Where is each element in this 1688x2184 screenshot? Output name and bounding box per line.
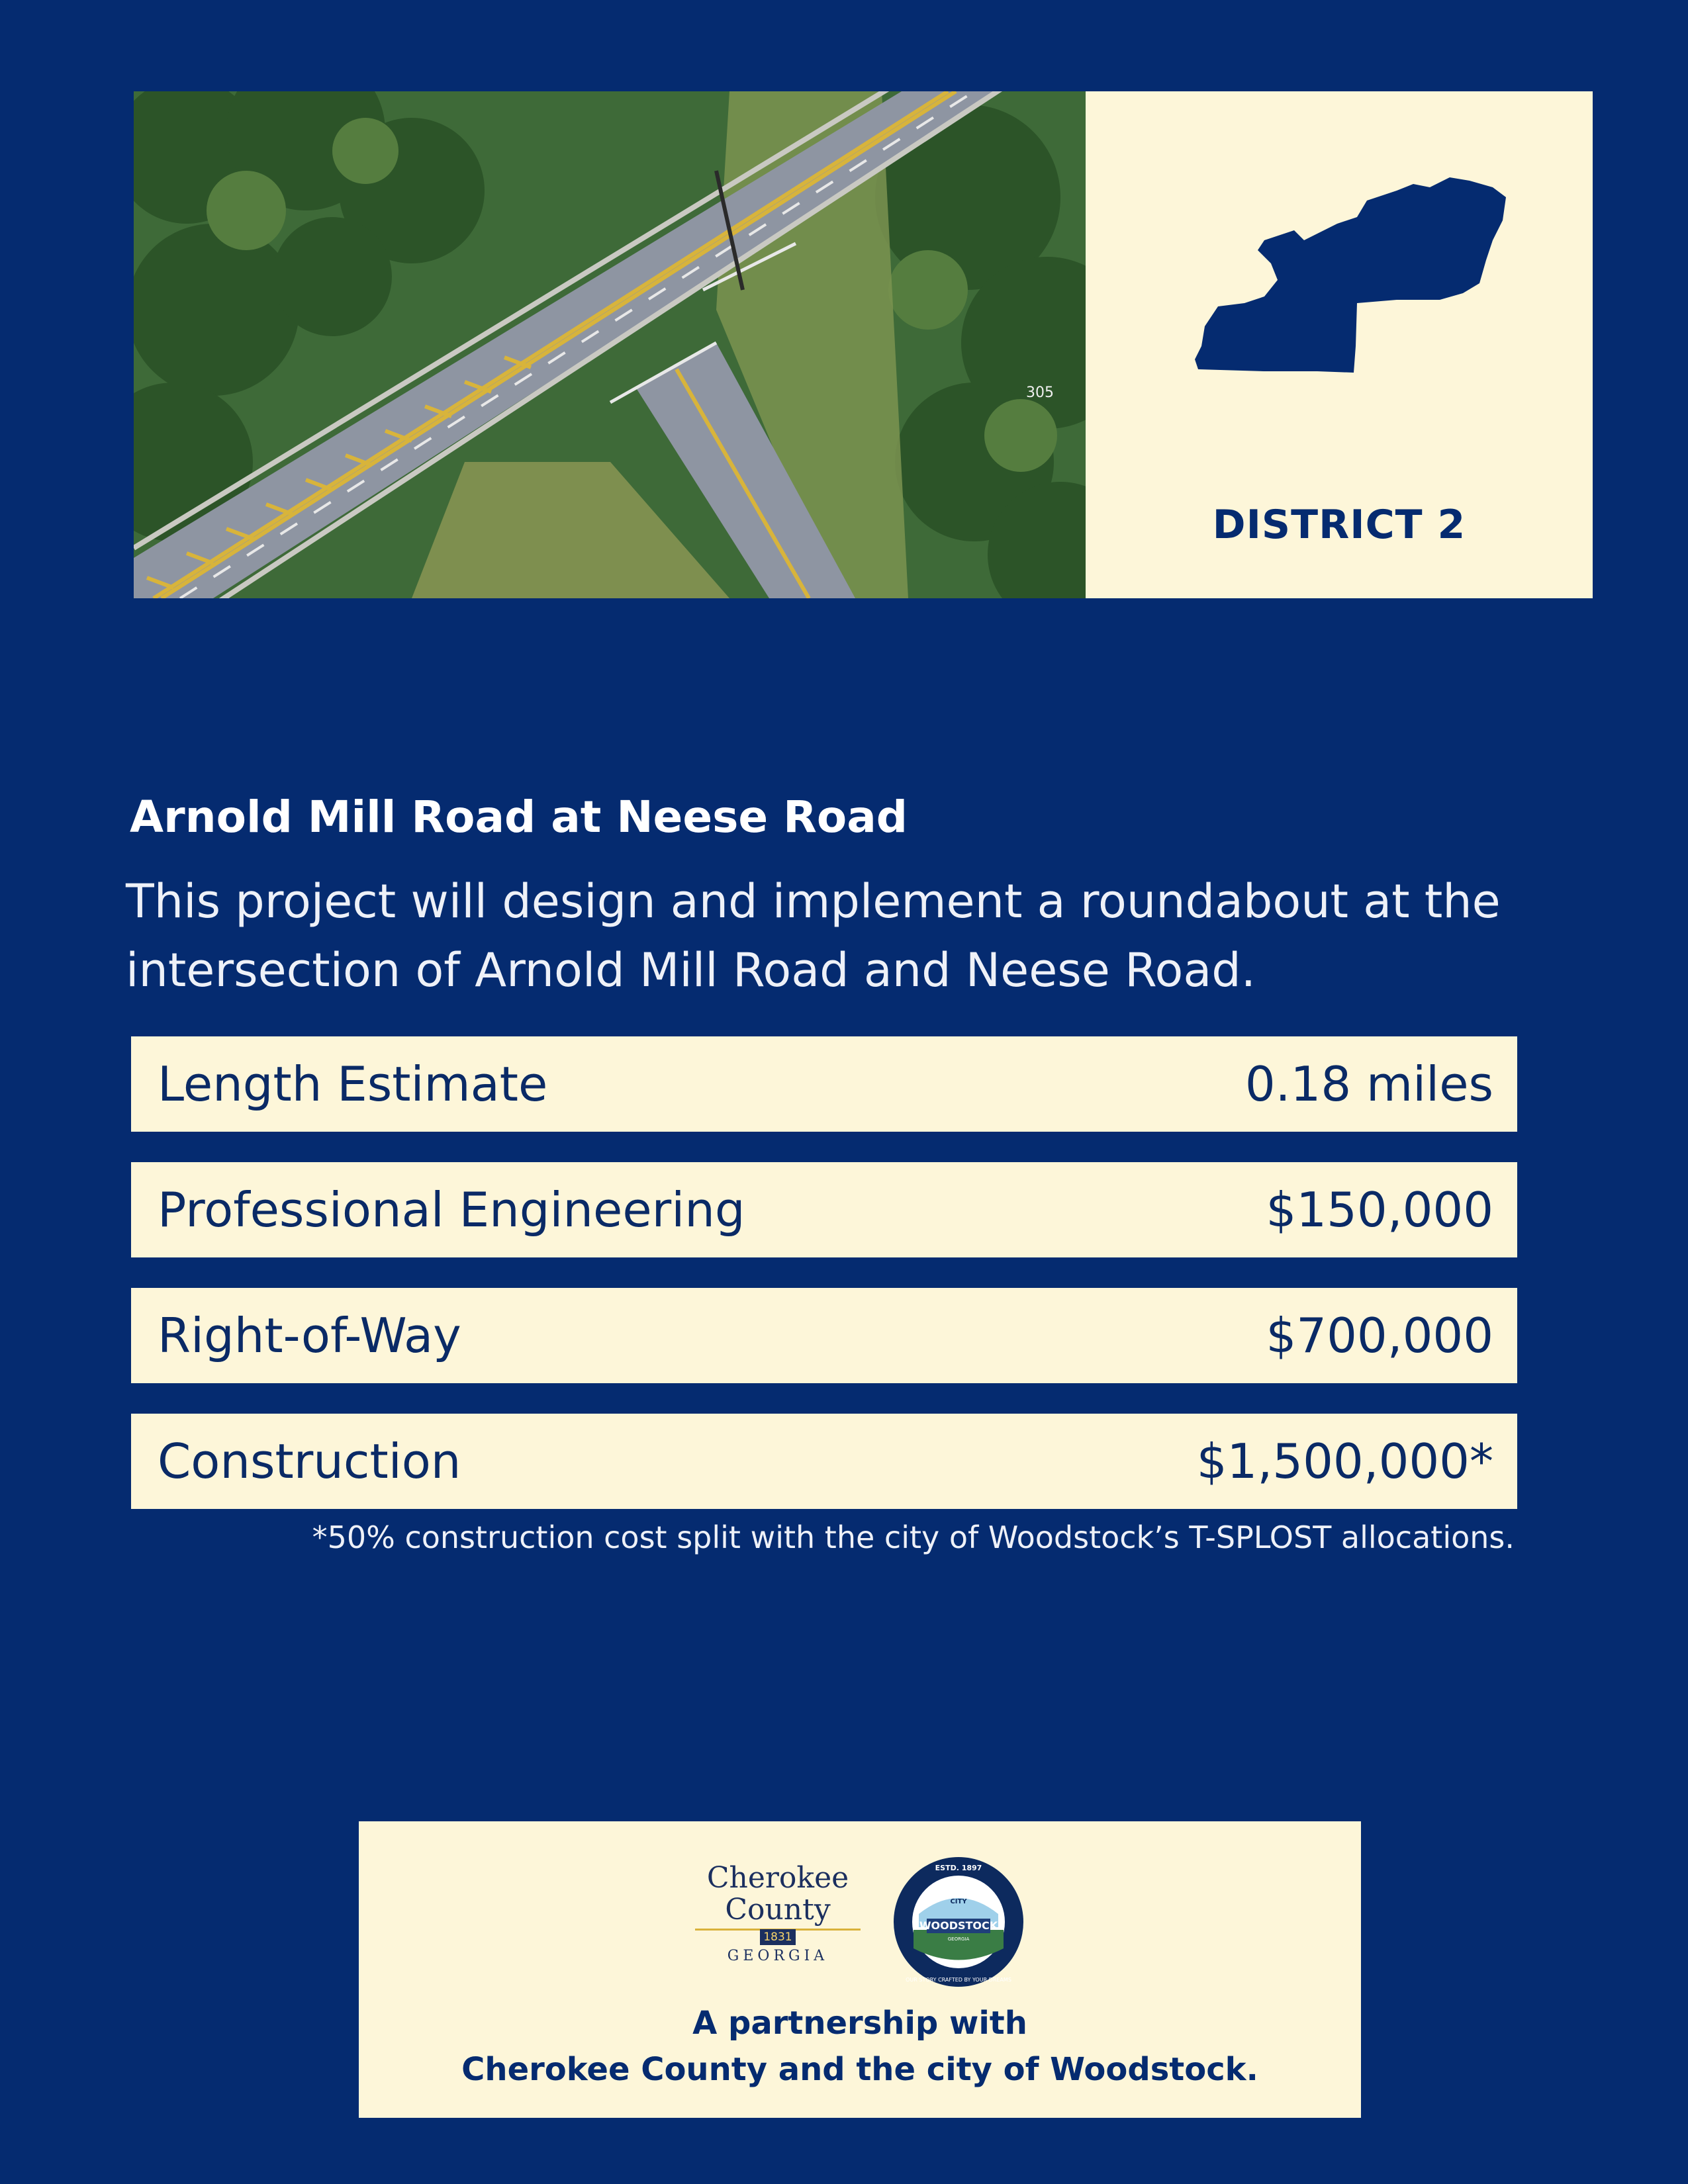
road-marker-label: 305 [1026, 385, 1054, 401]
cost-footnote: *50% construction cost split with the city of Woodstock’s T-SPLOST allocations. [312, 1520, 1515, 1555]
cherokee-county-logo [688, 1862, 867, 1981]
cost-row-label: Professional Engineering [158, 1182, 745, 1238]
partnership-line1: A partnership with [692, 2005, 1027, 2042]
cost-row-value: $1,500,000* [1196, 1433, 1493, 1489]
district-panel [1086, 91, 1593, 598]
cost-row-value: $700,000 [1266, 1308, 1493, 1363]
district-map-shape [1185, 161, 1516, 445]
cost-row-label: Construction [158, 1433, 461, 1489]
cost-row-label: Right-of-Way [158, 1308, 461, 1363]
cost-table [131, 1036, 1517, 1539]
county-logo-year: 1831 [760, 1929, 795, 1945]
project-title: Arnold Mill Road at Neese Road [130, 792, 908, 842]
district-label: DISTRICT 2 [1212, 502, 1466, 548]
partnership-text [359, 2000, 1361, 2093]
aerial-intersection-photo [134, 91, 1086, 598]
seal-state: GEORGIA [947, 1936, 970, 1942]
seal-city-word: CITY [950, 1898, 967, 1905]
project-description: This project will design and implement a roundabout at the intersection of Arnold Mill Road and Neese Road. [126, 874, 1501, 997]
partnership-box [359, 1821, 1361, 2118]
county-logo-line1: Cherokee [706, 1861, 849, 1895]
partnership-line2: Cherokee County and the city of Woodstock. [461, 2051, 1258, 2088]
county-logo-state: GEORGIA [727, 1948, 829, 1964]
cost-row-label: Length Estimate [158, 1056, 548, 1112]
seal-city-name: WOODSTOCK [919, 1919, 998, 1932]
cost-row-construction [131, 1414, 1517, 1509]
county-logo-line2: County [725, 1893, 831, 1927]
seal-motto: OUR STORY CRAFTED BY YOUR DREAMS [906, 1977, 1011, 1983]
cost-row-value: $150,000 [1266, 1182, 1493, 1238]
cost-row-engineering [131, 1162, 1517, 1257]
cost-row-right-of-way [131, 1288, 1517, 1383]
seal-estd: ESTD. 1897 [935, 1864, 982, 1872]
woodstock-city-seal [892, 1856, 1025, 1988]
cost-row-value: 0.18 miles [1244, 1056, 1493, 1112]
cost-row-length [131, 1036, 1517, 1132]
